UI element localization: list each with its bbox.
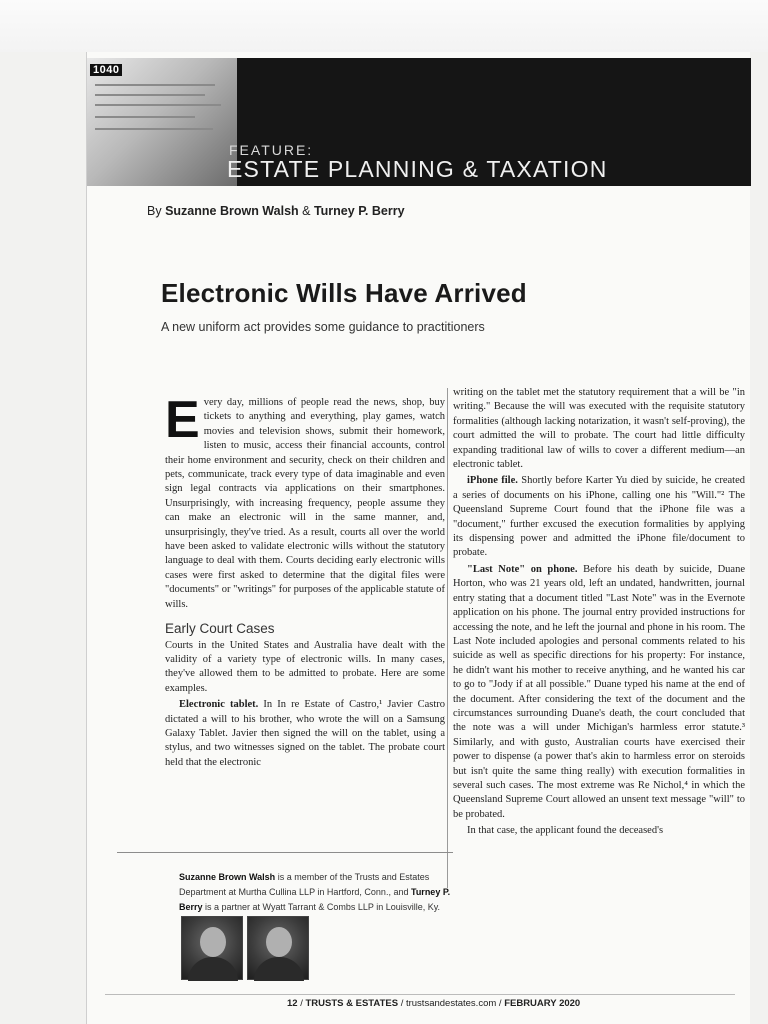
drop-cap: E [165,391,200,449]
column-right [453,386,745,841]
column-left [165,391,445,772]
iphone-runin: iPhone file. [467,475,518,487]
portrait-shoulders [254,957,304,981]
website: trustsandestates.com [405,998,497,1009]
section-intro: Courts in the United States and Australia have dealt with the validity of a variety type of electronic wills. In many cases, they've allowed them to be admitted to probate. Here are some examples. [165,639,445,694]
issue-date: FEBRUARY 2020 [504,998,581,1009]
article-title: Electronic Wills Have Arrived [161,278,527,308]
final-paragraph: In that case, the applicant found the deceased's [467,825,664,837]
footer-rule [105,994,735,995]
author-photo-walsh [181,916,243,980]
byline [147,204,405,218]
form-line [95,116,195,118]
page-footer [287,998,580,1009]
tablet-paragraph [165,698,445,770]
form-line [95,104,221,106]
tablet-runin: Electronic tablet. [179,699,259,711]
footer-separator: / [498,998,502,1009]
feature-label: FEATURE: [229,142,314,158]
portrait-head [266,927,292,957]
magazine-page [86,52,750,1024]
section-heading: Early Court Cases [165,621,275,637]
lastnote-runin: "Last Note" on phone. [467,563,578,575]
feature-banner [87,58,751,186]
form-line [95,94,205,96]
publication-name: TRUSTS & ESTATES [305,998,399,1009]
page-number: 12 [287,998,298,1009]
tax-form-image [87,58,237,186]
bio-divider [117,852,453,853]
intro-text: very day, millions of people read the news, shop, buy tickets to anything and everything, play games, watch movies and television shows, submit their homework, listen to music, access their financial accounts, control their home environment and security, check on their children and pets, communicate, track every type of data imaginable and even sign legal contracts via applications on their smartphones. Unsurprisingly, with increasing frequency, people assume they can make an electronic will in the same manner, and, unsurprisingly, they've tried. As a result, courts all over the world have been asked to validate electronic wills without the statutory language to deal with them. Courts deciding early electronic wills cases were first asked to determine that the digital files were "documents" or "writings" for purposes of the applicable statute of wills. [165,397,445,610]
bio-name-2: Turney P. Berry [179,887,451,912]
author-bio [179,870,451,915]
byline-conjunction: & [302,204,311,218]
article-subtitle: A new uniform act provides some guidance to practitioners [161,320,485,334]
intro-paragraph [165,391,445,612]
lastnote-text: Before his death by suicide, Duane Horton, who was 21 years old, left an undated, handwritten, journal entry stating that a document titled "Last Note" was in the Evernote application on his phone. The journal entry provided instructions for accessing the note, and he left the journal and phone in his room. The Last Note included apologies and personal comments related to his suicide as well as specific directions for his property: For instance, he didn't want his mother to receive anything, and he wanted his car to go to "Jody if at all possible." Duane typed his name at the end of the document. After considering the text of the document and the circumstances surrounding Duane's death, the court concluded that the note was a will under Michigan's harmless error statute.³ Similarly, and with gusto, Australian courts have exercised their power to dispense (a power that's akin to harmless error on steroids but isn't quite the same thing really) with execution formalities in several such cases. The most extreme was Re Nichol,⁴ in which the Queensland Supreme Court allowed an unsent text message "will" to be probated. [453,563,745,820]
bio-name-1: Suzanne Brown Walsh [179,872,276,882]
form-code-label: 1040 [90,64,122,76]
section-title: ESTATE PLANNING & TAXATION [227,156,608,182]
footer-separator: / [400,998,404,1009]
byline-author-1: Suzanne Brown Walsh [165,204,299,218]
form-line [95,84,215,86]
byline-prefix: By [147,204,162,218]
footer-separator: / [300,998,303,1009]
tablet-continuation: writing on the tablet met the statutory requirement that a will be "in writing." Because the will was executed with the requisite statutory formalities (although lacking notarization, it wasn't self-proving), the court admitted the will to probate. The court had little difficulty expanding traditional law of wills to cover a different medium—an electronic tablet. [453,387,745,471]
bio-text-2: is a partner at Wyatt Tarrant & Combs LLP in Louisville, Ky. [205,902,441,912]
lastnote-paragraph [453,563,745,822]
byline-author-2: Turney P. Berry [313,204,405,218]
tablet-text: In In re Estate of Castro,¹ Javier Castro dictated a will to his brother, who wrote the will on a Samsung Galaxy Tablet. Javier then signed the will on the tablet, using a stylus, and two witnesses signed on the tablet. The probate court held that the electronic [165,699,445,768]
form-line [95,128,213,130]
author-photo-berry [247,916,309,980]
portrait-head [200,927,226,957]
portrait-shoulders [188,957,238,981]
column-divider [447,388,448,888]
iphone-paragraph [453,474,745,560]
scan-border [0,0,768,52]
bio-text-1: is a member of the Trusts and Estates Department at Murtha Cullina LLP in Hartford, Conn., and [179,872,430,897]
iphone-text: Shortly before Karter Yu died by suicide, he created a series of documents on his iPhone, calling one his "Will."² The Queensland Supreme Court found that the iPhone file was a "document," further excused the execution formalities by applying its dispensing power and admitted the iPhone file/document to probate. [453,475,746,559]
